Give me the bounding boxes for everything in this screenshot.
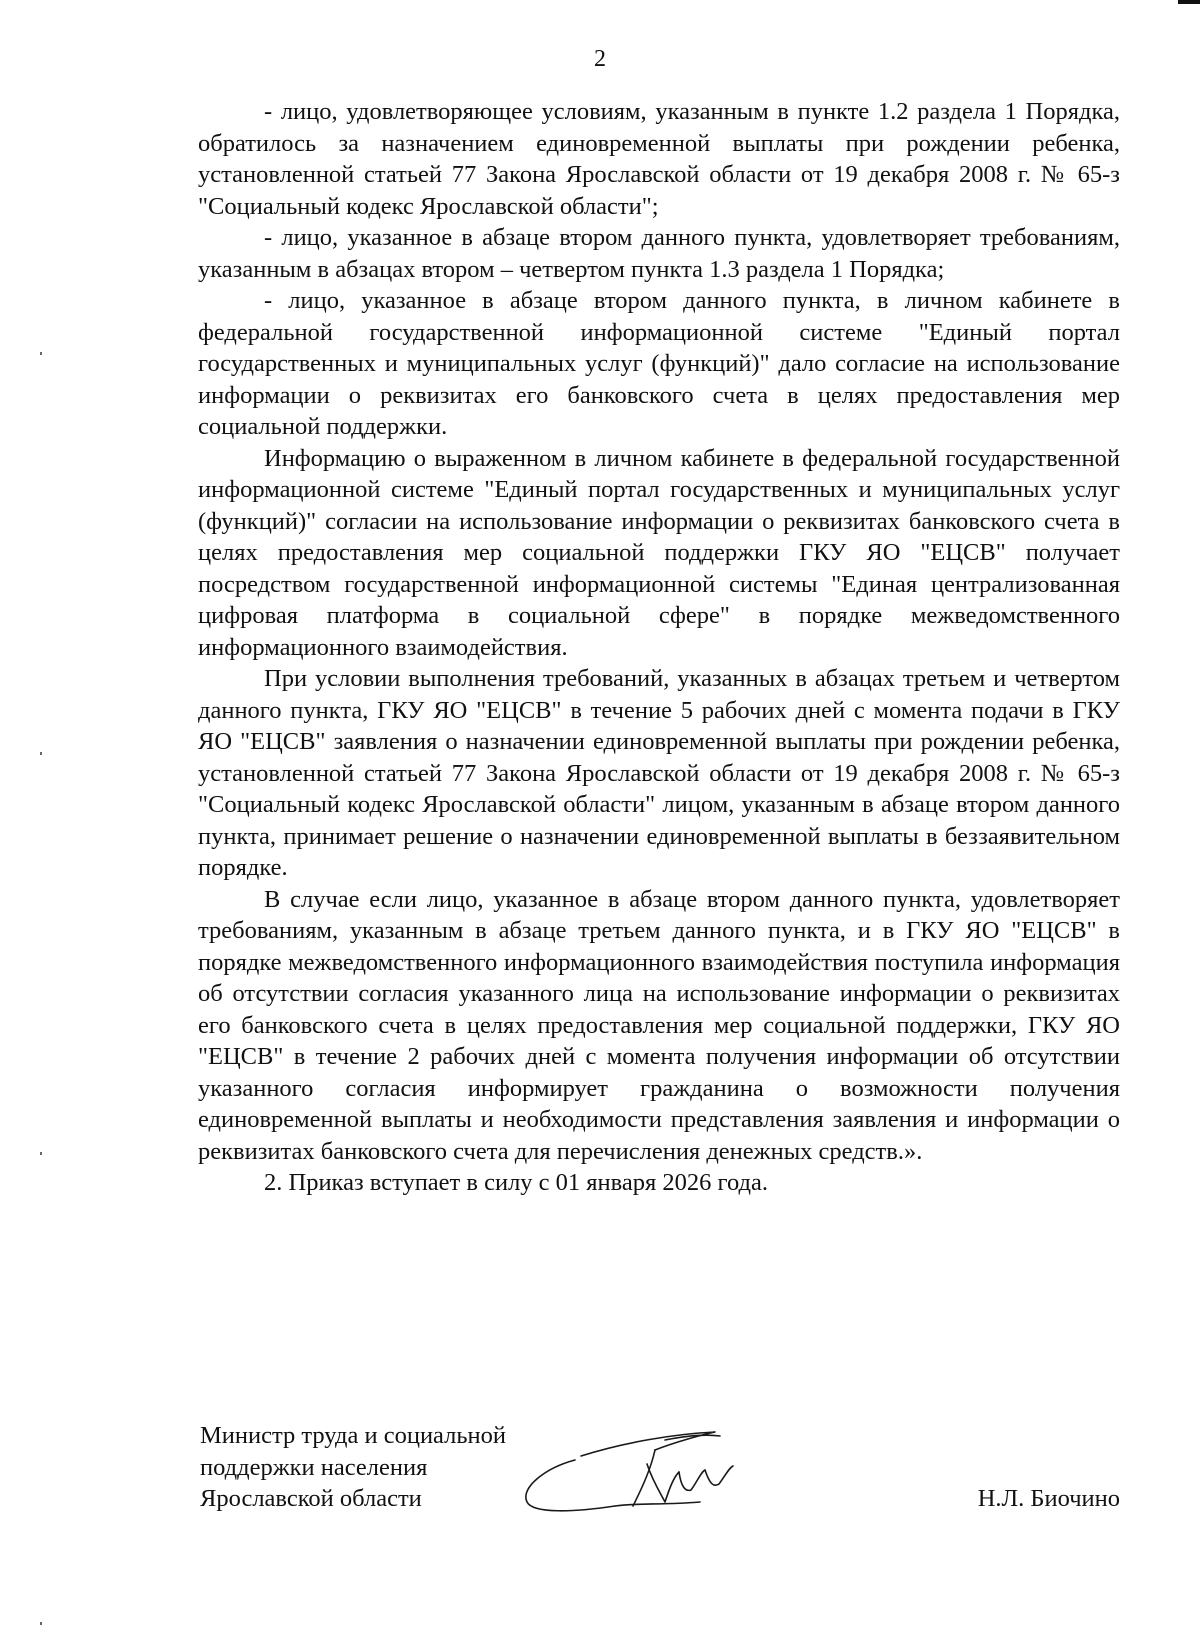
signatory-position-line: Министр труда и социальной bbox=[200, 1422, 507, 1449]
signatory-position-line: поддержки населения bbox=[200, 1453, 428, 1481]
paragraph: Информацию о выраженном в личном кабинете в федеральной государственной информационной системе "Единый портал государственных и муниципальных услуг (функций)" согласии на использование информации о реквизитах банковского счета в целях предоставления мер социальной поддержки ГКУ ЯО "ЕЦСВ" получает посредством государственной информационной системы "Единая централизованная цифровая платформа в социальной сфере" в порядке межведомственного информационного взаимодействия. bbox=[198, 444, 1120, 661]
paragraph: В случае если лицо, указанное в абзаце втором данного пункта, удовлетворяет требованиям, указанным в абзаце третьем данного пункта, и в ГКУ ЯО "ЕЦСВ" в порядке межведомственного информационного взаимодействия поступила информация об отсутствии согласия указанного лица на использование информации о реквизитах его банковского счета в целях предоставления мер социальной поддержки, ГКУ ЯО "ЕЦСВ" в течение 2 рабочих дней с момента получения информации об отсутствии указанного согласия информирует гражданина о возможности получения единовременной выплаты и необходимости представления заявления и информации о реквизитах банковского счета для перечисления денежных средств.». bbox=[198, 885, 1120, 1165]
paragraph: - лицо, указанное в абзаце втором данного пункта, удовлетворяет требованиям, указанным в абзацах втором – четвертом пункта 1.3 раздела 1 Порядка; bbox=[198, 224, 1120, 283]
paragraph: При условии выполнения требований, указанных в абзацах третьем и четвертом данного пункта, ГКУ ЯО "ЕЦСВ" в течение 5 рабочих дней с момента подачи в ГКУ ЯО "ЕЦСВ" заявления о назначении единовременной выплаты при рождении ребенка, установленной статьей 77 Закона Ярославской области от 19 декабря 2008 г. № 65-з "Социальный кодекс Ярославской области" лицом, указанным в абзаце втором данного пункта, принимает решение о назначении единовременной выплаты в беззаявительном порядке. bbox=[198, 665, 1120, 881]
page-number: 2 bbox=[594, 46, 606, 72]
paragraph: - лицо, удовлетворяющее условиям, указанным в пункте 1.2 раздела 1 Порядка, обратилось за назначением единовременной выплаты при рождении ребенка, установленной статьей 77 Закона Ярославской области от 19 декабря 2008 г. № 65-з "Социальный кодекс Ярославской области"; bbox=[198, 98, 1120, 220]
signatory-position-line: Ярославской области bbox=[200, 1485, 422, 1512]
paragraph: 2. Приказ вступает в силу с 01 января 2026 года. bbox=[264, 1169, 769, 1196]
handwritten-signature bbox=[515, 1420, 755, 1520]
paragraph: - лицо, указанное в абзаце втором данного пункта, в личном кабинете в федеральной государственной информационной системе "Единый портал государственных и муниципальных услуг (функций)" дало согласие на использование информации о реквизитах его банковского счета в целях предоставления мер социальной поддержки. bbox=[198, 287, 1120, 440]
signatory-name: Н.Л. Биочино bbox=[977, 1485, 1120, 1512]
